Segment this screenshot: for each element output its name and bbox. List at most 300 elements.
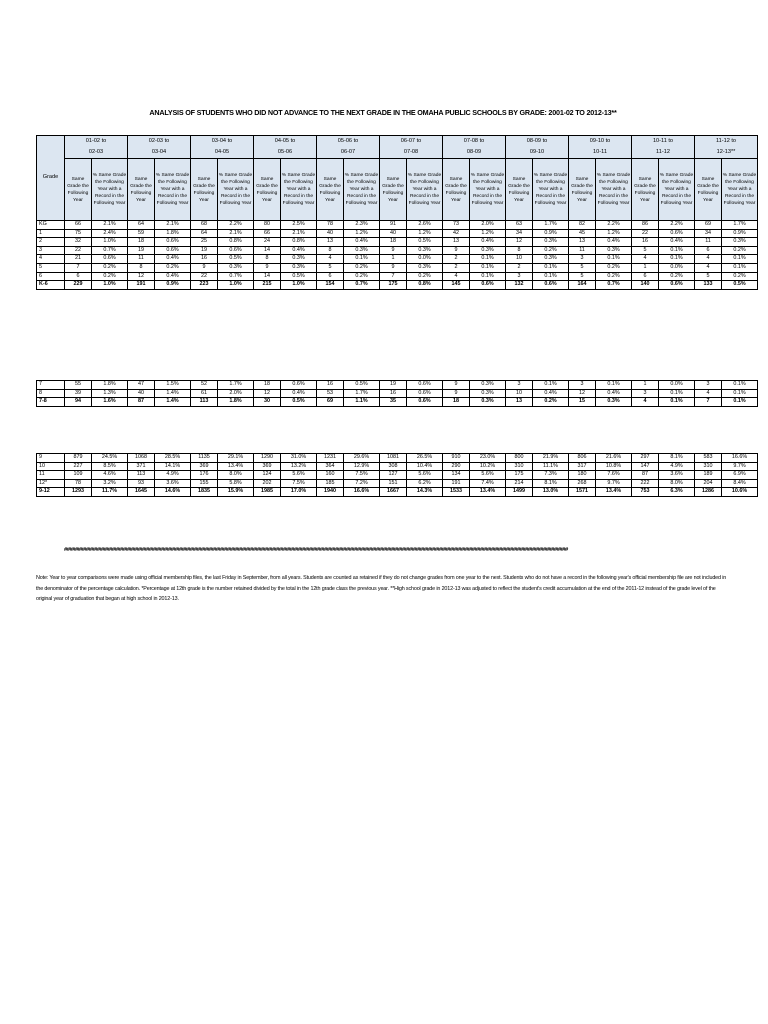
count-cell: 18 (443, 398, 470, 407)
count-cell: 19 (191, 246, 218, 255)
count-cell: 10 (506, 389, 533, 398)
percent-cell: 0.1% (344, 255, 380, 264)
count-cell: 127 (380, 471, 407, 480)
percent-cell: 1.3% (92, 389, 128, 398)
count-cell: 87 (128, 398, 155, 407)
percent-cell: 0.6% (533, 281, 569, 290)
percent-cell: 5.6% (281, 471, 317, 480)
count-cell: 154 (317, 281, 344, 290)
percent-cell: 0.1% (722, 389, 758, 398)
count-cell: 69 (317, 398, 344, 407)
percent-cell: 2.0% (470, 221, 506, 230)
percent-cell: 1.7% (533, 221, 569, 230)
percent-cell: 1.7% (722, 221, 758, 230)
count-cell: 1940 (317, 488, 344, 497)
count-cell: 1081 (380, 454, 407, 463)
count-cell: 2 (506, 263, 533, 272)
percent-cell: 0.4% (155, 272, 191, 281)
count-cell: 19 (380, 381, 407, 390)
percent-cell: 4.9% (659, 462, 695, 471)
percent-cell: 14.3% (407, 488, 443, 497)
percent-cell: 0.1% (659, 255, 695, 264)
percent-cell: 0.3% (281, 255, 317, 264)
count-cell: 11 (569, 246, 596, 255)
percent-subheader: % Same Grade the Following Year with a Record in the Following Year (155, 159, 191, 221)
percent-cell: 5.8% (218, 479, 254, 488)
grade-cell: 5 (37, 263, 65, 272)
count-cell: 45 (569, 229, 596, 238)
count-cell: 1 (632, 381, 659, 390)
percent-cell: 0.3% (470, 389, 506, 398)
period-header (317, 136, 380, 159)
percent-cell: 0.1% (533, 272, 569, 281)
period-start: 01-02 to (85, 138, 107, 144)
count-cell: 4 (695, 389, 722, 398)
percent-cell: 0.7% (344, 281, 380, 290)
period-start: 06-07 to (400, 138, 422, 144)
count-cell: 55 (65, 381, 92, 390)
table-row (37, 462, 758, 471)
count-cell: 8 (128, 263, 155, 272)
grade-cell: 9-12 (37, 488, 65, 497)
count-cell: 14 (254, 246, 281, 255)
percent-cell: 13.2% (281, 462, 317, 471)
count-cell: 583 (695, 454, 722, 463)
percent-cell: 1.4% (155, 398, 191, 407)
percent-cell: 7.5% (281, 479, 317, 488)
table-row (37, 381, 758, 390)
count-cell: 35 (380, 398, 407, 407)
count-cell: 8 (317, 246, 344, 255)
count-cell: 1 (632, 263, 659, 272)
percent-cell: 1.2% (470, 229, 506, 238)
percent-cell: 0.4% (533, 389, 569, 398)
count-cell: 4 (695, 255, 722, 264)
period-end: 06-07 (340, 149, 356, 155)
count-cell: 180 (569, 471, 596, 480)
count-cell: 1985 (254, 488, 281, 497)
percent-cell: 1.0% (218, 281, 254, 290)
percent-cell: 0.3% (470, 246, 506, 255)
percent-cell: 0.1% (722, 381, 758, 390)
grade-cell: KG (37, 221, 65, 230)
percent-cell: 0.4% (344, 238, 380, 247)
grade-cell: 1 (37, 229, 65, 238)
count-cell: 21 (65, 255, 92, 264)
percent-cell: 1.0% (281, 281, 317, 290)
percent-cell: 1.7% (344, 389, 380, 398)
percent-cell: 10.2% (470, 462, 506, 471)
table-row (37, 229, 758, 238)
count-cell: 9 (380, 263, 407, 272)
percent-cell: 0.2% (722, 272, 758, 281)
count-cell: 1290 (254, 454, 281, 463)
count-cell: 3 (506, 272, 533, 281)
percent-cell: 0.2% (722, 246, 758, 255)
count-subheader: Same Grade the Following Year (128, 159, 155, 221)
period-header (632, 136, 695, 159)
count-cell: 47 (128, 381, 155, 390)
percent-cell: 0.4% (596, 238, 632, 247)
count-cell: 4 (443, 272, 470, 281)
count-cell: 176 (191, 471, 218, 480)
percent-cell: 2.1% (281, 229, 317, 238)
count-cell: 13 (506, 398, 533, 407)
count-cell: 5 (632, 246, 659, 255)
count-cell: 13 (443, 238, 470, 247)
count-cell: 8 (254, 255, 281, 264)
count-cell: 15 (569, 398, 596, 407)
percent-cell: 0.4% (281, 246, 317, 255)
count-cell: 9 (443, 381, 470, 390)
percent-cell: 4.6% (92, 471, 128, 480)
total-row (37, 281, 758, 290)
percent-cell: 0.5% (722, 281, 758, 290)
percent-cell: 26.5% (407, 454, 443, 463)
percent-cell: 0.3% (470, 398, 506, 407)
period-end: 02-03 (88, 149, 104, 155)
count-cell: 9 (254, 263, 281, 272)
count-cell: 317 (569, 462, 596, 471)
count-cell: 12 (506, 238, 533, 247)
grade-cell: 4 (37, 255, 65, 264)
percent-cell: 0.8% (407, 281, 443, 290)
percent-cell: 0.1% (470, 255, 506, 264)
percent-cell: 0.1% (470, 263, 506, 272)
count-cell: 13 (317, 238, 344, 247)
count-cell: 1645 (128, 488, 155, 497)
percent-cell: 0.0% (659, 263, 695, 272)
percent-subheader: % Same Grade the Following Year with a Record in the Following Year (218, 159, 254, 221)
count-cell: 22 (632, 229, 659, 238)
percent-cell: 21.6% (596, 454, 632, 463)
percent-cell: 0.1% (659, 389, 695, 398)
percent-cell: 1.2% (344, 229, 380, 238)
percent-cell: 0.2% (155, 263, 191, 272)
count-cell: 6 (695, 246, 722, 255)
count-cell: 30 (254, 398, 281, 407)
percent-cell: 0.3% (596, 398, 632, 407)
count-cell: 3 (695, 381, 722, 390)
grade-cell: 8 (37, 389, 65, 398)
count-cell: 12 (128, 272, 155, 281)
count-cell: 3 (506, 381, 533, 390)
percent-cell: 8.0% (659, 479, 695, 488)
percent-cell: 1.2% (407, 229, 443, 238)
count-cell: 12 (254, 389, 281, 398)
count-cell: 12 (569, 389, 596, 398)
count-cell: 1135 (191, 454, 218, 463)
percent-cell: 0.6% (155, 238, 191, 247)
count-cell: 8 (506, 246, 533, 255)
count-cell: 151 (380, 479, 407, 488)
count-cell: 19 (128, 246, 155, 255)
period-header (569, 136, 632, 159)
count-cell: 61 (191, 389, 218, 398)
percent-cell: 2.2% (596, 221, 632, 230)
percent-cell: 0.4% (659, 238, 695, 247)
table-row (37, 255, 758, 264)
percent-cell: 0.5% (218, 255, 254, 264)
count-cell: 160 (317, 471, 344, 480)
count-cell: 34 (506, 229, 533, 238)
table-row (37, 389, 758, 398)
count-cell: 75 (65, 229, 92, 238)
count-cell: 68 (191, 221, 218, 230)
percent-cell: 0.2% (659, 272, 695, 281)
percent-cell: 0.3% (722, 238, 758, 247)
percent-subheader: % Same Grade the Following Year with a Record in the Following Year (344, 159, 380, 221)
count-cell: 66 (254, 229, 281, 238)
percent-cell: 13.4% (218, 462, 254, 471)
percent-cell: 5.6% (470, 471, 506, 480)
percent-cell: 0.5% (407, 238, 443, 247)
count-cell: 42 (443, 229, 470, 238)
table-row (37, 479, 758, 488)
percent-cell: 11.1% (533, 462, 569, 471)
count-cell: 1 (380, 255, 407, 264)
count-cell: 2 (443, 255, 470, 264)
count-cell: 145 (443, 281, 470, 290)
percent-cell: 0.7% (92, 246, 128, 255)
period-header (506, 136, 569, 159)
percent-cell: 0.3% (344, 246, 380, 255)
percent-cell: 24.5% (92, 454, 128, 463)
count-cell: 22 (191, 272, 218, 281)
count-cell: 1533 (443, 488, 470, 497)
count-cell: 40 (380, 229, 407, 238)
percent-cell: 0.5% (281, 398, 317, 407)
count-cell: 5 (317, 263, 344, 272)
percent-cell: 0.6% (659, 281, 695, 290)
percent-cell: 8.5% (92, 462, 128, 471)
count-cell: 5 (569, 263, 596, 272)
percent-cell: 1.0% (92, 238, 128, 247)
count-cell: 6 (632, 272, 659, 281)
count-cell: 297 (632, 454, 659, 463)
count-cell: 1835 (191, 488, 218, 497)
count-cell: 40 (128, 389, 155, 398)
count-cell: 155 (191, 479, 218, 488)
count-cell: 11 (128, 255, 155, 264)
count-cell: 164 (569, 281, 596, 290)
report-title: ANALYSIS OF STUDENTS WHO DID NOT ADVANCE TO THE NEXT GRADE IN THE OMAHA PUBLIC SCHOOLS BY GRADE: 2001-02 TO 2012-13** (149, 108, 617, 117)
count-cell: 3 (569, 381, 596, 390)
grade-cell: 7-8 (37, 398, 65, 407)
count-cell: 78 (317, 221, 344, 230)
percent-cell: 6.3% (659, 488, 695, 497)
grade-header: Grade (37, 136, 65, 221)
percent-subheader: % Same Grade the Following Year with a Record in the Following Year (407, 159, 443, 221)
retention-table-elementary (36, 135, 758, 290)
count-cell: 175 (380, 281, 407, 290)
percent-cell: 0.1% (596, 255, 632, 264)
hash-overflow-line: ######################################################################################################################################################################################## (64, 547, 568, 553)
count-cell: 94 (65, 398, 92, 407)
percent-cell: 0.5% (344, 381, 380, 390)
count-cell: 87 (632, 471, 659, 480)
count-cell: 78 (65, 479, 92, 488)
period-start: 04-05 to (274, 138, 296, 144)
percent-cell: 13.0% (533, 488, 569, 497)
percent-cell: 2.2% (218, 221, 254, 230)
count-cell: 133 (695, 281, 722, 290)
count-cell: 132 (506, 281, 533, 290)
percent-cell: 0.2% (596, 272, 632, 281)
count-cell: 18 (380, 238, 407, 247)
period-start: 10-11 to (652, 138, 674, 144)
count-cell: 16 (317, 381, 344, 390)
count-cell: 11 (695, 238, 722, 247)
count-cell: 147 (632, 462, 659, 471)
percent-cell: 0.4% (596, 389, 632, 398)
percent-cell: 0.6% (470, 281, 506, 290)
percent-cell: 0.1% (659, 246, 695, 255)
percent-cell: 0.3% (407, 263, 443, 272)
percent-cell: 1.5% (155, 381, 191, 390)
percent-cell: 0.3% (281, 263, 317, 272)
percent-cell: 0.0% (659, 381, 695, 390)
percent-cell: 2.3% (344, 221, 380, 230)
percent-cell: 0.3% (470, 381, 506, 390)
count-cell: 86 (632, 221, 659, 230)
count-cell: 10 (506, 255, 533, 264)
percent-cell: 1.8% (92, 381, 128, 390)
percent-cell: 0.4% (281, 389, 317, 398)
percent-cell: 17.0% (281, 488, 317, 497)
count-cell: 308 (380, 462, 407, 471)
count-cell: 93 (128, 479, 155, 488)
percent-cell: 0.3% (218, 263, 254, 272)
grade-cell: 9 (37, 454, 65, 463)
percent-cell: 1.4% (155, 389, 191, 398)
period-end: 08-09 (466, 149, 482, 155)
count-cell: 310 (695, 462, 722, 471)
count-cell: 52 (191, 381, 218, 390)
count-cell: 113 (128, 471, 155, 480)
percent-cell: 0.6% (92, 255, 128, 264)
percent-cell: 0.2% (344, 272, 380, 281)
period-header (65, 136, 128, 159)
percent-cell: 0.6% (407, 381, 443, 390)
percent-cell: 7.5% (344, 471, 380, 480)
percent-cell: 28.5% (155, 454, 191, 463)
percent-cell: 16.6% (722, 454, 758, 463)
count-cell: 191 (443, 479, 470, 488)
percent-cell: 3.6% (155, 479, 191, 488)
percent-cell: 8.4% (722, 479, 758, 488)
percent-cell: 2.6% (407, 221, 443, 230)
percent-cell: 10.4% (407, 462, 443, 471)
period-header (128, 136, 191, 159)
percent-cell: 13.4% (470, 488, 506, 497)
percent-subheader: % Same Grade the Following Year with a Record in the Following Year (659, 159, 695, 221)
grade-cell: 7 (37, 381, 65, 390)
percent-cell: 8.0% (218, 471, 254, 480)
count-cell: 22 (65, 246, 92, 255)
count-cell: 3 (569, 255, 596, 264)
count-cell: 82 (569, 221, 596, 230)
footnote: Note: Year to year comparisons were made using official membership files, the last Friday in September, from all years. Students are counted as retained if they do not change grades from one year to the next. Students who do not have a record in the following year's official membership file are not included in the denominator of the percentage calculation. *Percentage at 12th grade is the number retained divided by the total in the 12th grade class the previous year. **High school grade in 2012-13 was adjusted to reflect the student's credit accumulation at the end of the 2011-12 instead of the grade level of the original year of graduation that began at high school in 2012-13. (36, 575, 727, 602)
percent-cell: 2.5% (281, 221, 317, 230)
percent-cell: 8.1% (659, 454, 695, 463)
period-start: 03-04 to (211, 138, 233, 144)
count-cell: 124 (254, 471, 281, 480)
percent-cell: 0.8% (218, 238, 254, 247)
percent-cell: 0.7% (218, 272, 254, 281)
count-subheader: Same Grade the Following Year (443, 159, 470, 221)
period-start: 09-10 to (589, 138, 611, 144)
percent-cell: 0.1% (722, 255, 758, 264)
count-cell: 369 (254, 462, 281, 471)
percent-cell: 10.6% (722, 488, 758, 497)
percent-cell: 3.2% (92, 479, 128, 488)
count-cell: 879 (65, 454, 92, 463)
period-end: 10-11 (593, 149, 607, 155)
count-cell: 806 (569, 454, 596, 463)
percent-cell: 2.1% (155, 221, 191, 230)
percent-cell: 0.6% (281, 381, 317, 390)
count-subheader: Same Grade the Following Year (569, 159, 596, 221)
count-cell: 5 (695, 272, 722, 281)
period-end: 03-04 (151, 149, 167, 155)
percent-cell: 23.0% (470, 454, 506, 463)
table-row (37, 272, 758, 281)
count-cell: 6 (317, 272, 344, 281)
period-header (254, 136, 317, 159)
period-start: 08-09 to (526, 138, 548, 144)
percent-subheader: % Same Grade the Following Year with a Record in the Following Year (533, 159, 569, 221)
retention-table-high (36, 453, 758, 497)
grade-cell: K-6 (37, 281, 65, 290)
percent-cell: 0.6% (218, 246, 254, 255)
count-cell: 53 (317, 389, 344, 398)
total-row (37, 488, 758, 497)
period-start: 05-06 to (337, 138, 359, 144)
count-subheader: Same Grade the Following Year (506, 159, 533, 221)
period-header (695, 136, 758, 159)
count-cell: 18 (254, 381, 281, 390)
count-cell: 91 (380, 221, 407, 230)
total-row (37, 398, 758, 407)
count-cell: 16 (632, 238, 659, 247)
percent-subheader: % Same Grade the Following Year with a Record in the Following Year (470, 159, 506, 221)
percent-cell: 1.2% (596, 229, 632, 238)
count-cell: 39 (65, 389, 92, 398)
percent-cell: 0.5% (281, 272, 317, 281)
count-cell: 140 (632, 281, 659, 290)
percent-cell: 0.6% (407, 389, 443, 398)
period-start: 11-12 to (715, 138, 737, 144)
table-row (37, 263, 758, 272)
count-cell: 7 (65, 263, 92, 272)
count-cell: 4 (317, 255, 344, 264)
percent-cell: 9.7% (596, 479, 632, 488)
percent-cell: 9.7% (722, 462, 758, 471)
percent-cell: 0.2% (533, 246, 569, 255)
count-cell: 14 (254, 272, 281, 281)
count-cell: 4 (632, 255, 659, 264)
percent-cell: 1.1% (344, 398, 380, 407)
count-cell: 7 (380, 272, 407, 281)
count-cell: 34 (695, 229, 722, 238)
percent-subheader: % Same Grade the Following Year with a Record in the Following Year (281, 159, 317, 221)
count-cell: 9 (191, 263, 218, 272)
period-end: 09-10 (529, 149, 545, 155)
count-cell: 16 (380, 389, 407, 398)
count-cell: 64 (128, 221, 155, 230)
table-row (37, 471, 758, 480)
